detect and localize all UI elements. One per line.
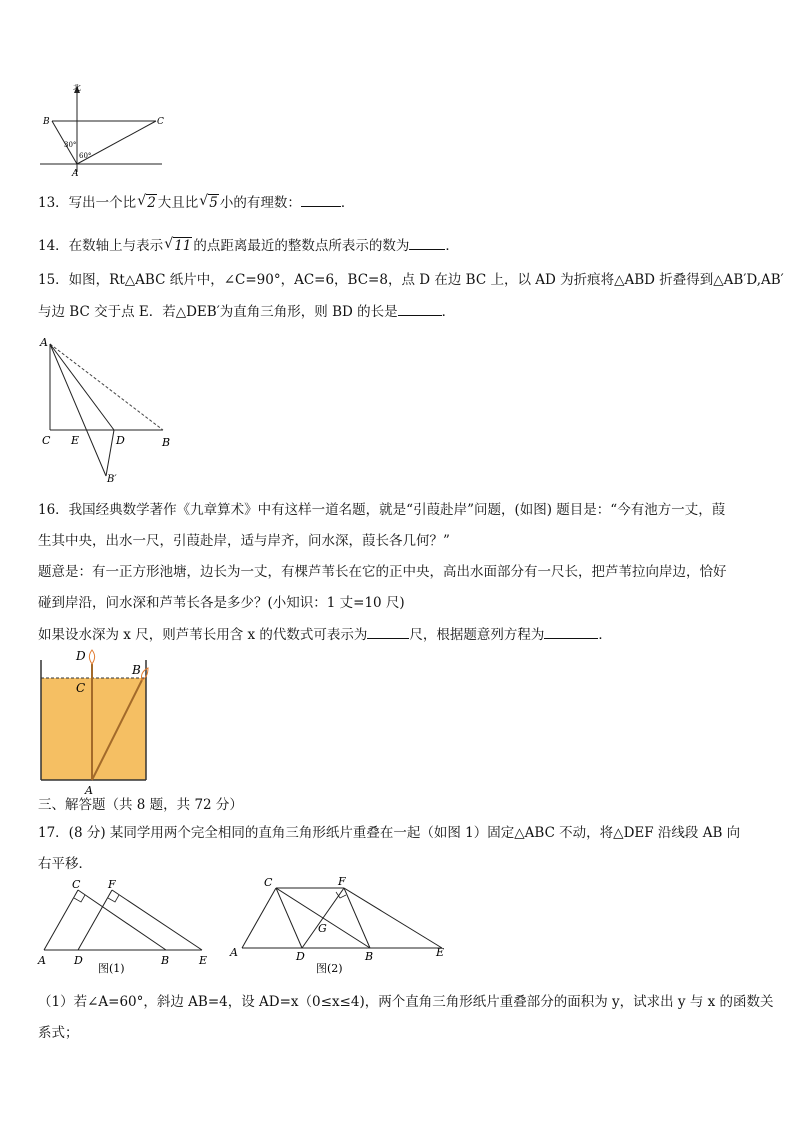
figure-q17-1 — [36, 874, 226, 978]
label-A: A — [72, 169, 79, 179]
answer-blank-16b[interactable] — [544, 625, 598, 639]
question-14: 14．在数轴上与表示 √ 11 的点距离最近的整数点所表示的数为 ． — [38, 236, 459, 254]
label-D: D — [74, 954, 83, 967]
label-G: G — [318, 922, 327, 935]
question-15-line-2: 与边 BC 交于点 E．若△DEB′为直角三角形，则 BD 的长是 ． — [38, 304, 456, 320]
label-B: B — [43, 117, 50, 127]
figure-q16 — [36, 648, 156, 796]
label-angle-30: 30° — [64, 141, 77, 149]
question-17-line-1: 17．(8 分) 某同学用两个完全相同的直角三角形纸片重叠在一起（如图 1）固定△ABC 不动，将△DEF 沿线段 AB 向 — [38, 825, 741, 841]
label-B-prime: B′ — [107, 474, 117, 484]
answer-blank-14[interactable] — [409, 236, 445, 250]
label-B: B — [161, 954, 170, 967]
answer-blank-13[interactable] — [301, 193, 341, 207]
caption-fig-1: 图(1) — [98, 962, 125, 975]
question-16-line-4: 碰到岸沿，问水深和芦苇长各是多少？(小知识：1 丈=10 尺) — [38, 595, 405, 611]
label-C: C — [72, 878, 81, 891]
answer-blank-16a[interactable] — [367, 625, 409, 639]
sqrt-2: √ 2 — [137, 193, 156, 211]
question-16-line-1: 16．我国经典数学著作《九章算术》中有这样一道名题，就是“引葭赴岸”问题，(如图) 题目是：“今有池方一丈，葭 — [38, 502, 726, 518]
label-C: C — [42, 434, 51, 447]
label-C: C — [76, 681, 86, 695]
section-3-title: 三、解答题（共 8 题，共 72 分） — [38, 797, 243, 813]
label-C: C — [264, 876, 273, 889]
question-17-sub-1-line-2: 系式； — [38, 1025, 79, 1041]
question-16-line-2: 生其中央，出水一尺，引葭赴岸，适与岸齐，问水深，葭长各几何？” — [38, 533, 450, 549]
label-A: A — [38, 954, 46, 967]
label-F: F — [108, 878, 116, 891]
answer-blank-15[interactable] — [398, 302, 442, 316]
sqrt-5: √ 5 — [199, 193, 218, 211]
figure-q15 — [38, 334, 178, 484]
label-B: B — [365, 950, 374, 963]
label-E: E — [71, 434, 80, 447]
caption-fig-2: 图(2) — [316, 962, 343, 975]
label-D: D — [116, 434, 125, 447]
label-D: D — [76, 649, 86, 663]
label-F: F — [338, 875, 346, 888]
question-16-line-3: 题意是：有一正方形池塘，边长为一丈，有棵芦苇长在它的正中央，高出水面部分有一尺长，把芦苇拉向岸边，恰好 — [38, 564, 727, 580]
label-E: E — [199, 954, 208, 967]
label-B: B — [162, 436, 171, 449]
label-north: 北 — [73, 84, 81, 92]
label-B: B — [132, 663, 141, 677]
question-17-sub-1-line-1: （1）若∠A=60°，斜边 AB=4，设 AD=x（0≤x≤4)，两个直角三角形纸片重叠部分的面积为 y，试求出 y 与 x 的函数关 — [38, 994, 774, 1010]
sqrt-11: √ 11 — [164, 236, 192, 254]
label-D: D — [296, 950, 305, 963]
label-E: E — [436, 946, 445, 959]
question-17-line-2: 右平移． — [38, 856, 92, 872]
question-15-line-1: 15．如图，Rt△ABC 纸片中，∠C=90°，AC=6，BC=8，点 D 在边 BC 上，以 AD 为折痕将△ABD 折叠得到△AB′D,AB′ — [38, 272, 784, 288]
figure-q12 — [38, 84, 170, 180]
label-A: A — [230, 946, 238, 959]
label-A: A — [40, 336, 48, 349]
label-angle-60: 60° — [79, 152, 92, 160]
question-16-line-5: 如果设水深为 x 尺，则芦苇长用含 x 的代数式可表示为 尺，根据题意列方程为 ． — [38, 627, 612, 643]
question-13: 13．写出一个比 √ 2 大且比 √ 5 小的有理数： ． — [38, 193, 355, 211]
label-C: C — [157, 117, 164, 127]
figure-q17-2 — [228, 870, 450, 978]
label-A: A — [85, 784, 93, 796]
